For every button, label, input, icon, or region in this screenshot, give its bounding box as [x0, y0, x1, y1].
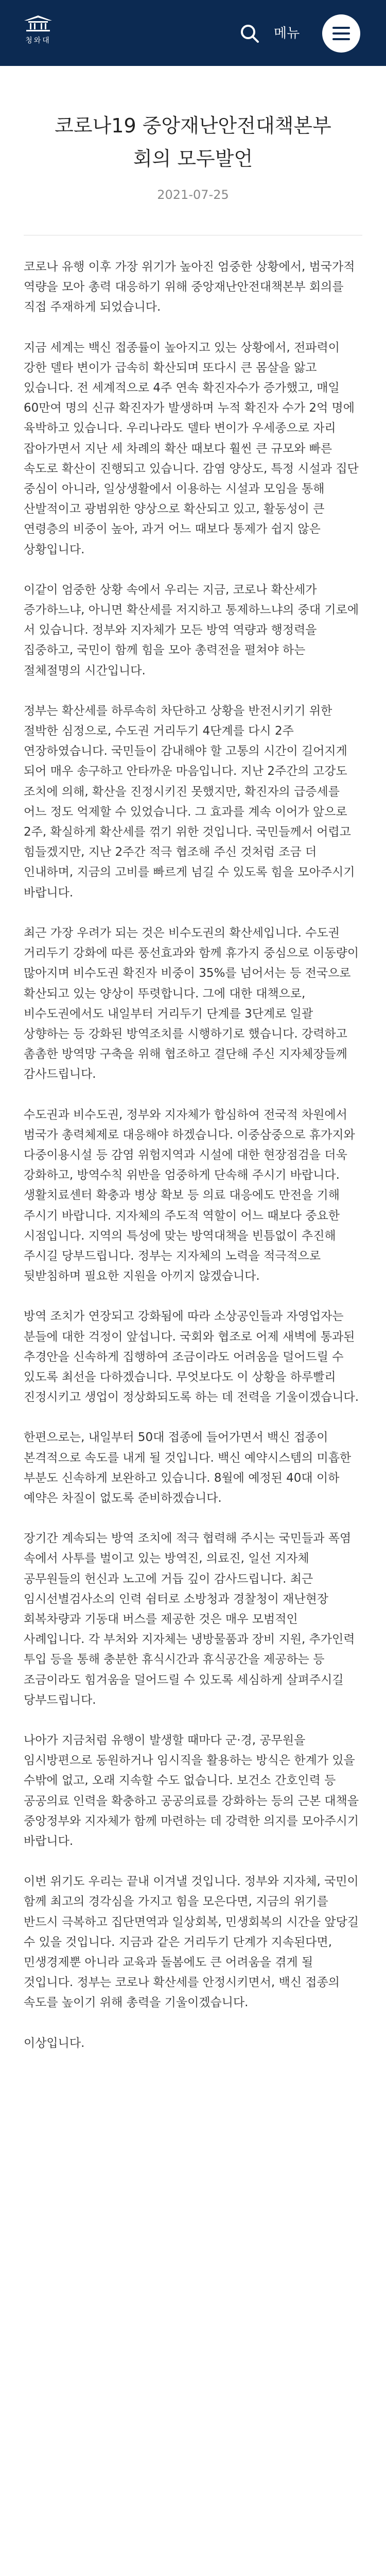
logo-text: 청와대	[25, 37, 51, 45]
article-title: 코로나19 중앙재난안전대책본부 회의 모두발언	[55, 114, 331, 170]
article-paragraph: 방역 조치가 연장되고 강화됨에 따라 소상공인들과 자영업자는 분들에 대한 걱정이 앞섭니다. 국회와 협조로 어제 새벽에 통과된 추경안을 신속하게 집행하여 조금이라도 어려움을 덜어드릴 수 있도록 최선을 다하겠습니다. 무엇보다도 이 상황을 하루빨리 진정시키고 생업이 정상화되도록 하는 데 전력을 기울이겠습니다.	[24, 1310, 359, 1404]
blue-house-emblem-icon	[23, 13, 53, 33]
article	[0, 109, 386, 2054]
article-date: 2021-07-25	[157, 188, 229, 202]
search-icon	[239, 23, 260, 44]
article-paragraph: 정부는 확산세를 하루속히 차단하고 상황을 반전시키기 위한 절박한 심정으로, 수도권 거리두기 4단계를 다시 2주 연장하였습니다. 국민들이 감내해야 할 고통의 시간이 길어지게 되어 매우 송구하고 안타까운 마음입니다. 지난 2주간의 고강도 조치에 의해, 확산을 진정시키진 못했지만, 확진자의 급증세를 어느 정도 억제할 수 있었습니다. 그 효과를 계속 이어가 앞으로 2주, 확실하게 확산세를 꺾기 위한 것입니다. 국민들께서 어렵고 힘들겠지만, 지난 2주간 적극 협조해 주신 것처럼 조금 더 인내하며, 지금의 고비를 빠르게 넘길 수 있도록 힘을 모아주시기 바랍니다.	[24, 704, 355, 900]
article-paragraph: 코로나 유행 이후 가장 위기가 높아진 엄중한 상황에서, 범국가적 역량을 모아 총력 대응하기 위해 중앙재난안전대책본부 회의를 직접 주재하게 되었습니다.	[24, 260, 355, 314]
article-paragraph: 이상입니다.	[24, 2036, 85, 2050]
article-paragraph: 이같이 엄중한 상황 속에서 우리는 지금, 코로나 확산세가 증가하느냐, 아니면 확산세를 저지하고 통제하느냐의 중대 기로에 서 있습니다. 정부와 지자체가 모든 방역 역량과 행정력을 집중하고, 국민이 함께 힘을 모아 총력전을 펼쳐야 하는 절체절명의 시간입니다.	[24, 583, 359, 677]
logo[interactable]	[17, 13, 59, 45]
menu-label[interactable]: 메뉴	[274, 26, 300, 41]
article-paragraph: 지금 세계는 백신 접종률이 높아지고 있는 상황에서, 전파력이 강한 델타 변이가 급속히 확산되며 또다시 큰 몸살을 앓고 있습니다. 전 세계적으로 4주 연속 확진자수가 증가했고, 매일 60만여 명의 신규 확진자가 발생하며 누적 확진자 수가 2억 명에 육박하고 있습니다. 우리나라도 델타 변이가 우세종으로 자리 잡아가면서 지난 세 차례의 확산 때보다 훨씬 큰 규모와 빠른 속도로 확산이 진행되고 있습니다. 감염 양상도, 특정 시설과 집단 중심이 아니라, 일상생활에서 이용하는 시설과 모임을 통해 산발적이고 광범위한 양상으로 확산되고 있고, 활동성이 큰 연령층의 비중이 높아, 과거 어느 때보다 통제가 쉽지 않은 상황입니다.	[24, 341, 359, 556]
search-button[interactable]	[236, 20, 264, 47]
menu-button[interactable]	[322, 14, 360, 53]
article-paragraph: 이번 위기도 우리는 끝내 이겨낼 것입니다. 정부와 지자체, 국민이 함께 최고의 경각심을 가지고 힘을 모은다면, 지금의 위기를 반드시 극복하고 집단면역과 일상회복, 민생회복의 시간을 앞당길 수 있을 것입니다. 지금과 같은 거리두기 단계가 지속된다면, 민생경제뿐 아니라 교육과 돌봄에도 큰 어려움을 겪게 될 것입니다. 정부는 코로나 확산세를 안정시키면서, 백신 접종의 속도를 높이기 위해 총력을 기울이겠습니다.	[24, 1875, 359, 2010]
article-paragraph: 수도권과 비수도권, 정부와 지자체가 합심하여 전국적 차원에서 범국가 총력체제로 대응해야 하겠습니다. 이중삼중으로 휴가지와 다중이용시설 등 감염 위험지역과 시설에 대한 현장점검을 더욱 강화하고, 방역수칙 위반을 엄중하게 단속해 주시기 바랍니다. 생활치료센터 확충과 병상 확보 등 의료 대응에도 만전을 기해 주시기 바랍니다. 지자체의 주도적 역할이 어느 때보다 중요한 시점입니다. 지역의 특성에 맞는 방역대책을 빈틈없이 추진해 주시길 당부드립니다. 정부는 지자체의 노력을 적극적으로 뒷받침하며 필요한 지원을 아끼지 않겠습니다.	[24, 1108, 355, 1283]
article-paragraph: 나아가 지금처럼 유행이 발생할 때마다 군·경, 공무원을 임시방편으로 동원하거나 임시직을 활용하는 방식은 한계가 있을 수밖에 없고, 오래 지속할 수도 없습니다. 보건소 간호인력 등 공공의료 인력을 확충하고 공공의료를 강화하는 등의 근본 대책을 중앙정부와 지자체가 함께 마련하는 데 강력한 의지를 모아주시기 바랍니다.	[24, 1734, 359, 1849]
article-paragraph: 장기간 계속되는 방역 조치에 적극 협력해 주시는 국민들과 폭염 속에서 사투를 벌이고 있는 방역진, 의료진, 일선 지자체 공무원들의 헌신과 노고에 거듭 깊이 감사드립니다. 최근 임시선별검사소의 인력 쉼터로 소방청과 경찰청이 재난현장 회복차량과 기동대 버스를 제공한 것은 매우 모범적인 사례입니다. 각 부처와 지자체는 냉방물품과 장비 지원, 추가인력 투입 등을 통해 충분한 휴식시간과 휴식공간을 제공하는 등 조금이라도 힘겨움을 덜어드릴 수 있도록 세심하게 살펴주시길 당부드립니다.	[24, 1532, 355, 1707]
site-header	[0, 0, 386, 66]
hamburger-icon	[332, 27, 350, 40]
article-paragraph: 한편으로는, 내일부터 50대 접종에 들어가면서 백신 접종이 본격적으로 속도를 내게 될 것입니다. 백신 예약시스템의 미흡한 부분도 신속하게 보완하고 있습니다. 8월에 예정된 40대 이하 예약은 차질이 없도록 준비하겠습니다.	[24, 1431, 352, 1505]
article-paragraph: 최근 가장 우려가 되는 것은 비수도권의 확산세입니다. 수도권 거리두기 강화에 따른 풍선효과와 함께 휴가지 중심으로 이동량이 많아지며 비수도권 확진자 비중이 35%를 넘어서는 등 전국으로 확산되고 있는 양상이 뚜렷합니다. 그에 대한 대책으로, 비수도권에서도 내일부터 거리두기 단계를 3단계로 일괄 상향하는 등 강화된 방역조치를 시행하기로 했습니다. 강력하고 촘촘한 방역망 구축을 위해 협조하고 결단해 주신 지자체장들께 감사드립니다.	[24, 926, 359, 1081]
